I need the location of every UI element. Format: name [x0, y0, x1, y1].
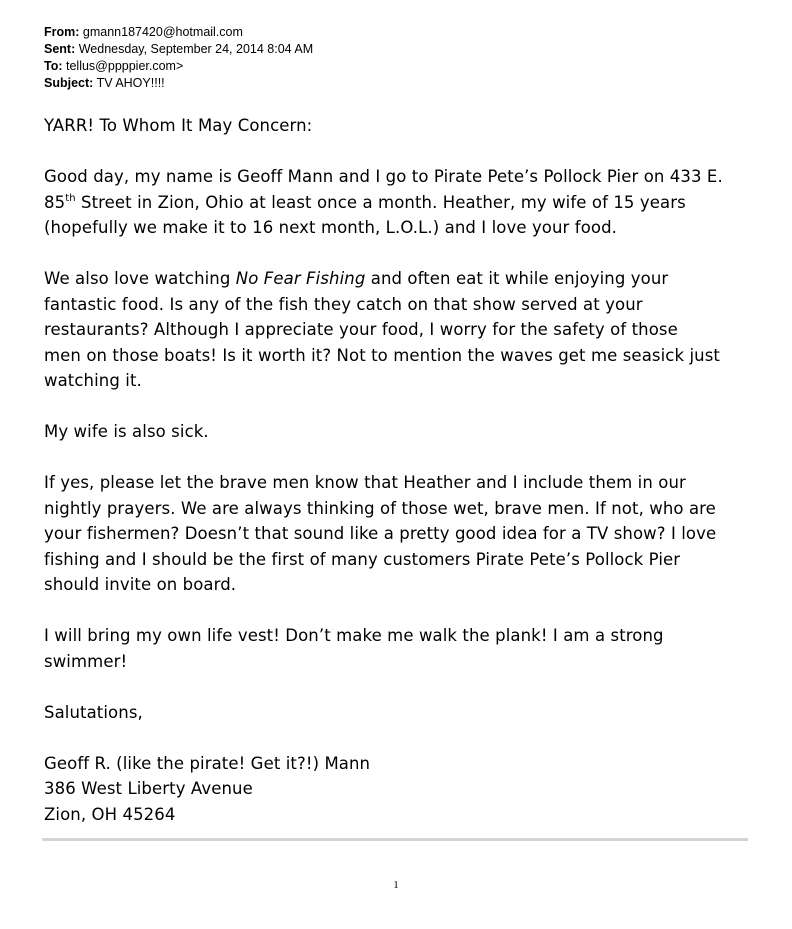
paragraph-1-line-2-rest: Street in Zion, Ohio at least once a month. Heather, my wife of 15 years: [75, 192, 686, 212]
sent-line: [44, 41, 744, 58]
to-line: [44, 58, 744, 75]
street-number: 85: [44, 192, 66, 212]
paragraph-1-line-3: (hopefully we make it to 16 next month, L.O.L.) and I love your food.: [44, 218, 618, 237]
letter-body: [44, 113, 764, 827]
from-label: From:: [44, 25, 80, 39]
signature-name: Geoff R. (like the pirate! Get it?!) Mann: [44, 753, 371, 773]
paragraph-2-line-1-start: We also love watching: [44, 269, 236, 288]
paragraph-1: [44, 164, 764, 241]
paragraph-4: [44, 470, 764, 598]
paragraph-2-line-2: fantastic food. Is any of the fish they catch on that show served at your: [44, 294, 643, 314]
paragraph-4-line-1: If yes, please let the brave men know that Heather and I include them in our: [44, 473, 686, 492]
from-value: gmann187420@hotmail.com: [82, 25, 243, 39]
ordinal-suffix: th: [65, 192, 76, 204]
paragraph-2-line-1-end: and often eat it while enjoying your: [365, 269, 669, 288]
salutation: [44, 113, 764, 139]
sent-label: Sent:: [44, 42, 76, 56]
signature-street: 386 West Liberty Avenue: [44, 779, 253, 798]
signature-block: [44, 751, 764, 828]
to-value: tellus@ppppier.com>: [66, 59, 184, 73]
paragraph-2-line-5: watching it.: [44, 371, 142, 390]
paragraph-4-line-2: nightly prayers. We are always thinking of those wet, brave men. If not, who are: [44, 498, 716, 518]
paragraph-4-line-3: your fishermen? Doesn’t that sound like a pretty good idea for a TV show? I love: [44, 524, 717, 543]
from-line: [44, 24, 744, 41]
paragraph-3-line-1: My wife is also sick.: [44, 422, 209, 441]
salutation-line: YARR! To Whom It May Concern:: [44, 116, 313, 135]
sent-value: Wednesday, September 24, 2014 8:04 AM: [78, 42, 314, 56]
paragraph-5-line-2: swimmer!: [44, 651, 128, 671]
paragraph-2-line-3: restaurants? Although I appreciate your food, I worry for the safety of those: [44, 320, 678, 339]
closing: [44, 700, 764, 726]
signature-city: Zion, OH 45264: [44, 804, 176, 824]
subject-line: [44, 75, 744, 92]
paragraph-1-line-1: Good day, my name is Geoff Mann and I go to Pirate Pete’s Pollock Pier on 433 E.: [44, 167, 723, 186]
paragraph-5: [44, 623, 764, 674]
paragraph-2: [44, 266, 764, 394]
paragraph-5-line-1: I will bring my own life vest! Don’t make me walk the plank! I am a strong: [44, 626, 664, 645]
paragraph-2-line-1: [44, 266, 764, 292]
paragraph-4-line-4: fishing and I should be the first of many customers Pirate Pete’s Pollock Pier: [44, 549, 681, 569]
subject-value: TV AHOY!!!!: [96, 76, 165, 90]
paragraph-3: [44, 419, 764, 445]
paragraph-2-line-4: men on those boats! Is it worth it? Not to mention the waves get me seasick just: [44, 345, 720, 365]
subject-label: Subject:: [44, 76, 94, 90]
footer-divider: [42, 838, 748, 841]
paragraph-1-line-2: [44, 190, 764, 216]
page-number: 1: [393, 879, 399, 891]
email-header: [44, 24, 744, 92]
closing-line: Salutations,: [44, 702, 143, 722]
to-label: To:: [44, 59, 63, 73]
show-title: No Fear Fishing: [235, 269, 366, 288]
paragraph-4-line-5: should invite on board.: [44, 575, 237, 594]
